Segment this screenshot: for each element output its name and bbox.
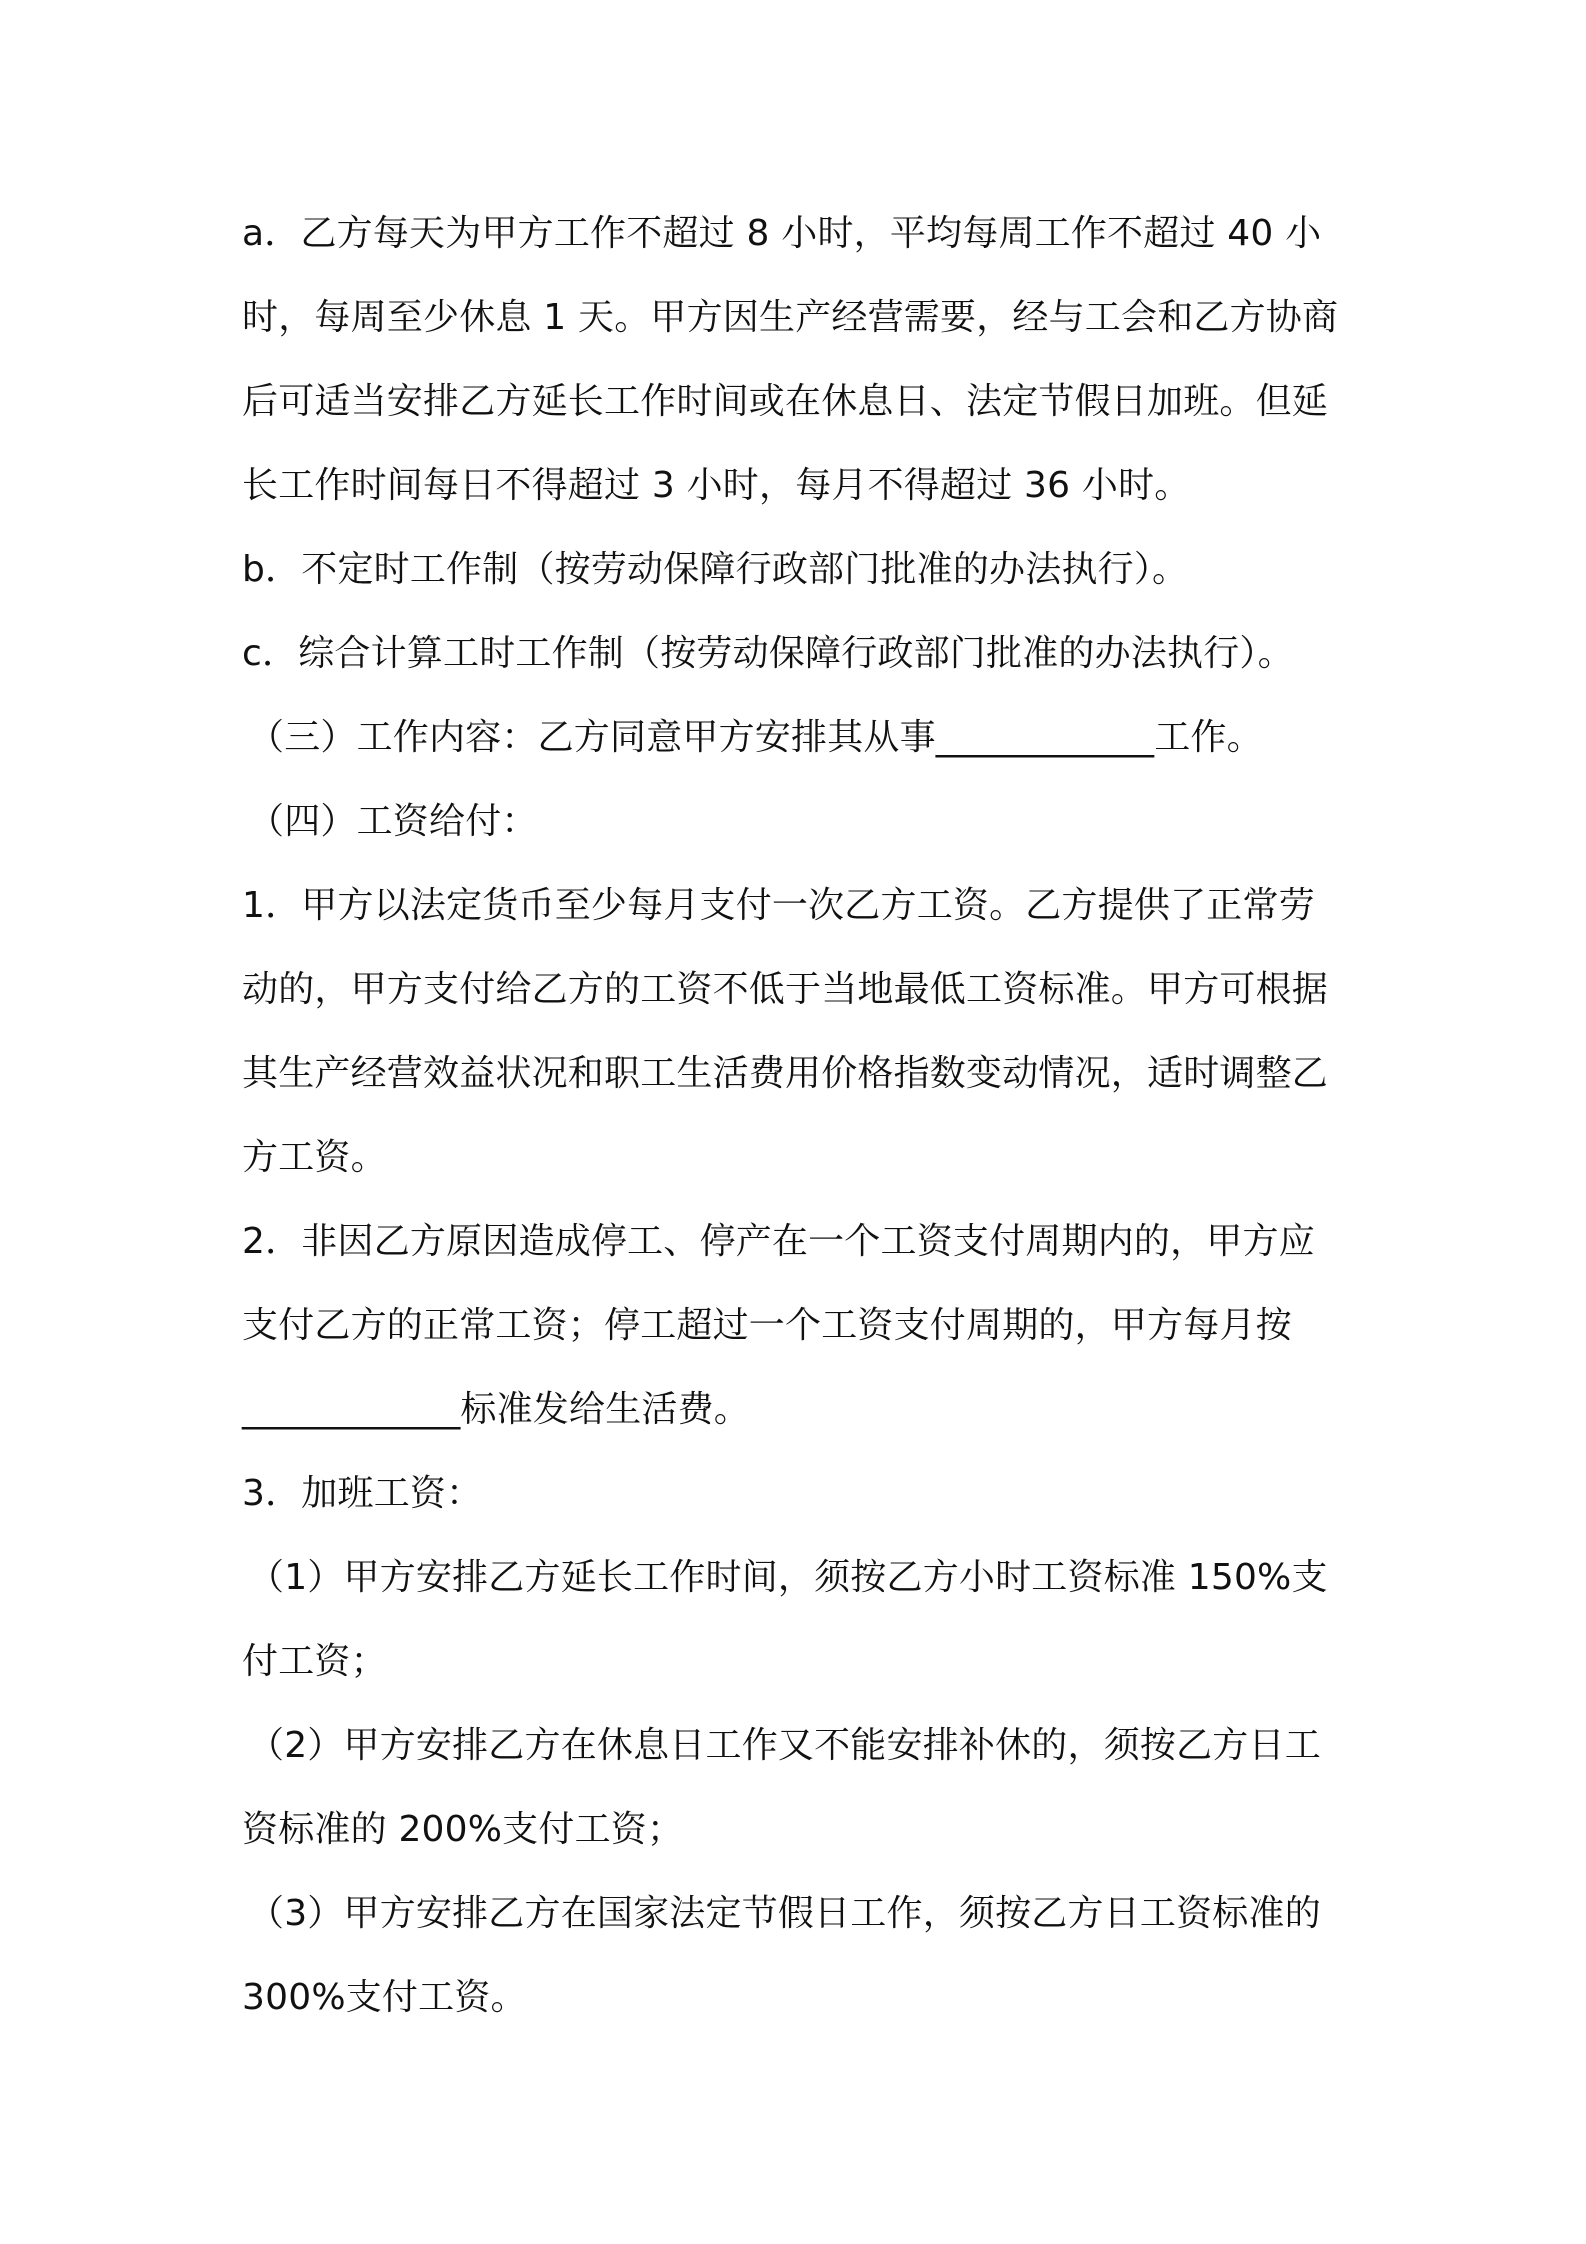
- text-line: 后可适当安排乙方延长工作时间或在休息日、法定节假日加班。但延: [242, 381, 1329, 422]
- text-line: 支付乙方的正常工资；停工超过一个工资支付周期的，甲方每月按: [242, 1305, 1292, 1346]
- list-item: （2）甲方安排乙方在休息日工作又不能安排补休的，须按乙方日工: [248, 1725, 1321, 1766]
- list-item: （3）甲方安排乙方在国家法定节假日工作，须按乙方日工资标准的: [248, 1893, 1321, 1934]
- text-line: 动的，甲方支付给乙方的工资不低于当地最低工资标准。甲方可根据: [242, 969, 1329, 1010]
- text-line: 长工作时间每日不得超过 3 小时，每月不得超过 36 小时。: [242, 465, 1191, 506]
- text-line: 300%支付工资。: [242, 1977, 527, 2018]
- text-line: 其生产经营效益状况和职工生活费用价格指数变动情况，适时调整乙: [242, 1053, 1329, 1094]
- text-line: 时，每周至少休息 1 天。甲方因生产经营需要，经与工会和乙方协商: [242, 297, 1339, 338]
- text-line: 1．甲方以法定货币至少每月支付一次乙方工资。乙方提供了正常劳: [242, 885, 1315, 926]
- text-line: 付工资；: [242, 1641, 387, 1682]
- section-heading: （三）工作内容：乙方同意甲方安排其从事____________工作。: [248, 717, 1263, 758]
- text-line: a．乙方每天为甲方工作不超过 8 小时，平均每周工作不超过 40 小: [242, 213, 1322, 254]
- text-line: ____________标准发给生活费。: [242, 1389, 751, 1430]
- section-heading: （四）工资给付：: [248, 801, 538, 842]
- text-line: 3．加班工资：: [242, 1473, 483, 1514]
- text-line: 2．非因乙方原因造成停工、停产在一个工资支付周期内的，甲方应: [242, 1221, 1315, 1262]
- text-line: 方工资。: [242, 1137, 387, 1178]
- text-line: c．综合计算工时工作制（按劳动保障行政部门批准的办法执行）。: [242, 633, 1294, 674]
- list-item: （1）甲方安排乙方延长工作时间，须按乙方小时工资标准 150%支: [248, 1557, 1328, 1598]
- text-line: 资标准的 200%支付工资；: [242, 1809, 684, 1850]
- text-line: b．不定时工作制（按劳动保障行政部门批准的办法执行）。: [242, 549, 1189, 590]
